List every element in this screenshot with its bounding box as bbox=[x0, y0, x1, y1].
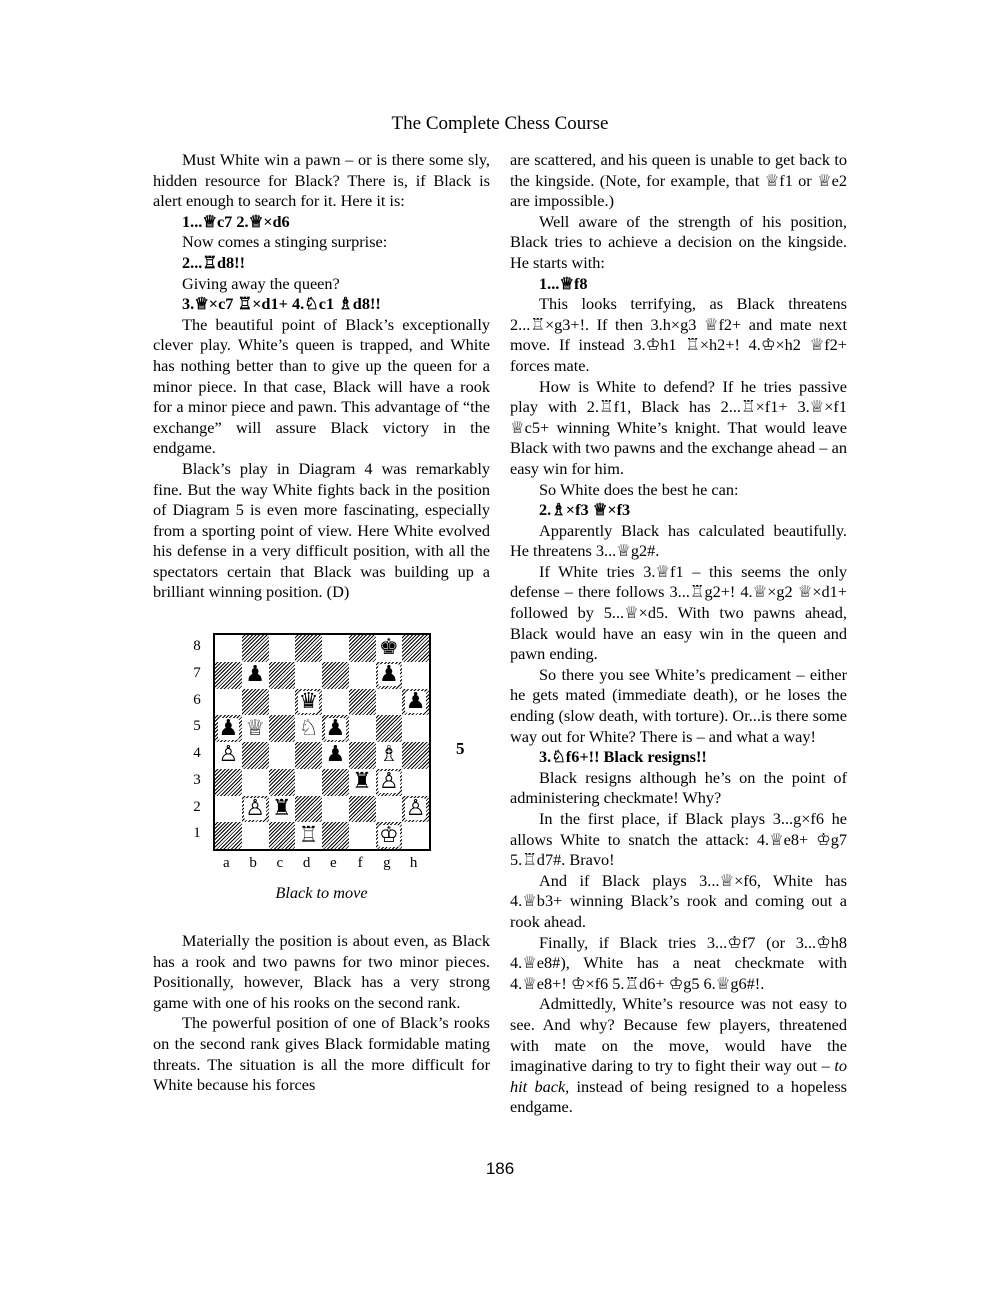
paragraph bbox=[510, 994, 847, 1118]
rank-label: 4 bbox=[193, 745, 201, 762]
board-square bbox=[402, 742, 429, 769]
chess-piece: ♙ bbox=[405, 795, 426, 821]
board-square bbox=[269, 742, 296, 769]
rank-label: 1 bbox=[193, 825, 201, 842]
board-square bbox=[242, 742, 269, 769]
diagram-number: 5 bbox=[456, 739, 465, 759]
board-square bbox=[215, 662, 242, 689]
board-square bbox=[322, 742, 349, 769]
file-label: h bbox=[409, 855, 418, 872]
chess-piece: ♙ bbox=[379, 769, 399, 795]
board-square bbox=[215, 635, 242, 662]
paragraph: are scattered, and his queen is unable to get back to the kingside. (Note, for example, that ♕f1 or ♕e2 are impossible.) bbox=[510, 150, 847, 211]
italic-text: to hit back, bbox=[510, 1056, 847, 1096]
rank-label: 7 bbox=[193, 664, 201, 681]
right-column bbox=[510, 150, 847, 1118]
chess-piece: ♜ bbox=[272, 795, 292, 821]
board-square bbox=[242, 822, 269, 849]
chess-piece: ♚ bbox=[379, 635, 399, 661]
board-square bbox=[295, 769, 322, 796]
running-head: The Complete Chess Course bbox=[391, 113, 609, 134]
board-square bbox=[269, 769, 296, 796]
board-square bbox=[269, 822, 296, 849]
rank-label: 2 bbox=[193, 798, 201, 815]
board-square bbox=[376, 635, 403, 662]
rank-label: 8 bbox=[193, 638, 201, 655]
board-square bbox=[215, 715, 242, 742]
rank-label: 6 bbox=[193, 691, 201, 708]
board-square bbox=[376, 715, 403, 742]
left-column bbox=[153, 150, 490, 1096]
board-square bbox=[349, 715, 376, 742]
diagram-caption: Black to move bbox=[275, 883, 368, 903]
board-square bbox=[402, 796, 429, 823]
board-square bbox=[322, 769, 349, 796]
rank-label: 3 bbox=[193, 771, 201, 788]
chess-piece: ♘ bbox=[298, 715, 319, 741]
chess-piece: ♖ bbox=[298, 822, 319, 848]
board-square bbox=[349, 635, 376, 662]
board-square bbox=[376, 822, 403, 849]
move-line: 1...♕c7 2.♕×d6 bbox=[182, 211, 290, 231]
board-square bbox=[376, 796, 403, 823]
chess-diagram bbox=[153, 611, 490, 931]
board-square bbox=[349, 662, 376, 689]
chess-piece: ♟ bbox=[325, 742, 346, 768]
chess-piece: ♟ bbox=[379, 662, 399, 688]
board-square bbox=[242, 715, 269, 742]
file-label: g bbox=[383, 855, 391, 872]
board-square bbox=[215, 769, 242, 796]
move-line: 3.♘f6+!! Black resigns!! bbox=[539, 747, 707, 767]
board-square bbox=[322, 715, 349, 742]
paragraph: The powerful position of one of Black’s rooks on the second rank gives Black formidable mating threats. The situation is all the more difficult for White because his forces bbox=[153, 1013, 490, 1095]
board-square bbox=[376, 662, 403, 689]
chess-piece: ♟ bbox=[218, 715, 239, 741]
file-label: d bbox=[302, 855, 311, 872]
board-square bbox=[322, 662, 349, 689]
paragraph: Black resigns although he’s on the point of administering checkmate! Why? bbox=[510, 767, 847, 808]
board-square bbox=[215, 742, 242, 769]
board-square bbox=[349, 796, 376, 823]
paragraph: Now comes a stinging surprise: bbox=[182, 232, 388, 252]
board-square bbox=[242, 796, 269, 823]
chess-piece: ♕ bbox=[245, 715, 265, 741]
file-label: a bbox=[223, 855, 230, 872]
paragraph: If White tries 3.♕f1 – this seems the only defense – there follows 3...♖g2+! 4.♕×g2 ♕×d1+ followed by 5...♕×d5. With two pawns ahead, Black would have an easy win in the queen and pawn ending. bbox=[510, 561, 847, 664]
board-square bbox=[349, 742, 376, 769]
paragraph: The beautiful point of Black’s exceptionally clever play. White’s queen is trapped, and White has nothing better than to give up the queen for a minor piece. In that case, Black will have a rook for a minor piece and pawn. This advantage of “the exchange” will assure Black victory in the endgame. bbox=[153, 314, 490, 458]
chess-piece: ♟ bbox=[245, 662, 265, 688]
file-label: c bbox=[276, 855, 284, 872]
paragraph: Materially the position is about even, as Black has a rook and two pawns for two minor pieces. Positionally, however, Black has a very strong game with one of his rooks on the second rank. bbox=[153, 931, 490, 1012]
text-run: Admittedly, White’s resource was not easy to see. And why? Because few players, threatened with mate on the move, would have the imaginative daring to try to fight their way out – bbox=[510, 994, 847, 1076]
paragraph: In the first place, if Black plays 3...g×f6 he allows White to snatch the attack: 4.♕e8+ ♔g7 5.♖d7#. Bravo! bbox=[510, 809, 847, 870]
file-label: e bbox=[330, 855, 337, 872]
paragraph: And if Black plays 3...♕×f6, White has 4.♕b3+ winning Black’s rook and coming out a rook ahead. bbox=[510, 870, 847, 931]
paragraph: Finally, if Black tries 3...♔f7 (or 3...♔h8 4.♕e8#), White has a neat checkmate with 4.♕e8+! ♔×f6 5.♖d6+ ♔g5 6.♕g6#!. bbox=[510, 932, 847, 993]
board-square bbox=[402, 662, 429, 689]
board-square bbox=[402, 822, 429, 849]
file-label: f bbox=[357, 855, 363, 872]
paragraph: So there you see White’s predicament – either he gets mated (immediate death), or he loses the ending (slow death, with torture). Or...is there some way out for White? There is – and what a way! bbox=[510, 664, 847, 746]
chess-piece: ♗ bbox=[379, 742, 399, 768]
chess-piece: ♔ bbox=[379, 822, 399, 848]
paragraph: This looks terrifying, as Black threatens 2...♖×g3+!. If then 3.h×g3 ♕f2+ and mate next move. If instead 3.♔h1 ♖×h2+! 4.♔×h2 ♕f2+ forces mate. bbox=[510, 294, 847, 375]
board-square bbox=[349, 689, 376, 716]
board-square bbox=[242, 769, 269, 796]
board-square bbox=[402, 769, 429, 796]
board-square bbox=[322, 822, 349, 849]
chess-piece: ♜ bbox=[352, 769, 372, 795]
board-square bbox=[402, 635, 429, 662]
board-square bbox=[295, 742, 322, 769]
file-label: b bbox=[249, 855, 257, 872]
board-square bbox=[349, 769, 376, 796]
board-square bbox=[269, 662, 296, 689]
move-line: 3.♕×c7 ♖×d1+ 4.♘c1 ♗d8!! bbox=[182, 294, 381, 314]
paragraph: Apparently Black has calculated beautifully. He threatens 3...♕g2#. bbox=[510, 520, 847, 561]
chess-piece: ♟ bbox=[325, 715, 346, 741]
paragraph: How is White to defend? If he tries passive play with 2.♖f1, Black has 2...♖×f1+ 3.♕×f1 ♕c5+ winning White’s knight. That would leave Black with two pawns and the exchange ahead – an easy win for him. bbox=[510, 376, 847, 478]
chess-piece: ♙ bbox=[245, 795, 265, 821]
board-square bbox=[376, 769, 403, 796]
move-line: 2...♖d8!! bbox=[182, 252, 245, 272]
board-square bbox=[295, 796, 322, 823]
chess-piece: ♙ bbox=[218, 742, 239, 768]
file-labels bbox=[213, 853, 427, 874]
chess-piece: ♟ bbox=[405, 688, 426, 714]
board-square bbox=[295, 635, 322, 662]
move-line: 2.♗×f3 ♕×f3 bbox=[539, 500, 631, 520]
board-square bbox=[215, 689, 242, 716]
board-square bbox=[349, 822, 376, 849]
board-square bbox=[376, 742, 403, 769]
paragraph: Black’s play in Diagram 4 was remarkably fine. But the way White fights back in the position of Diagram 5 is even more fascinating, especially from a sporting point of view. Here White evolved his defense in a very difficult position, with all the spectators certain that Black was building up a brilliant winning position. (D) bbox=[153, 458, 490, 602]
move-line: 1...♕f8 bbox=[539, 273, 588, 293]
board-square bbox=[242, 635, 269, 662]
text-run: instead of being resigned to a hopeless endgame. bbox=[510, 1076, 847, 1117]
board-square bbox=[322, 796, 349, 823]
board-square bbox=[215, 822, 242, 849]
paragraph: Giving away the queen? bbox=[182, 273, 340, 293]
paragraph: Must White win a pawn – or is there some sly, hidden resource for Black? There is, if Black is alert enough to search for it. Here it is: bbox=[153, 150, 490, 211]
board-square bbox=[215, 796, 242, 823]
board-square bbox=[269, 715, 296, 742]
board-square bbox=[269, 689, 296, 716]
board-square bbox=[402, 715, 429, 742]
board-square bbox=[269, 635, 296, 662]
board-square bbox=[376, 689, 403, 716]
rank-labels bbox=[190, 633, 204, 847]
paragraph: So White does the best he can: bbox=[539, 479, 739, 499]
board-square bbox=[322, 689, 349, 716]
board-square bbox=[295, 715, 322, 742]
page-number: 186 bbox=[485, 1159, 515, 1178]
paragraph: Well aware of the strength of his position, Black tries to achieve a decision on the kingside. He starts with: bbox=[510, 211, 847, 272]
chessboard bbox=[213, 633, 431, 851]
board-square bbox=[402, 689, 429, 716]
board-square bbox=[295, 689, 322, 716]
board-square bbox=[295, 822, 322, 849]
board-square bbox=[322, 635, 349, 662]
board-square bbox=[242, 689, 269, 716]
board-square bbox=[242, 662, 269, 689]
chess-piece: ♛ bbox=[298, 688, 319, 714]
board-square bbox=[295, 662, 322, 689]
rank-label: 5 bbox=[193, 718, 201, 735]
board-square bbox=[269, 796, 296, 823]
